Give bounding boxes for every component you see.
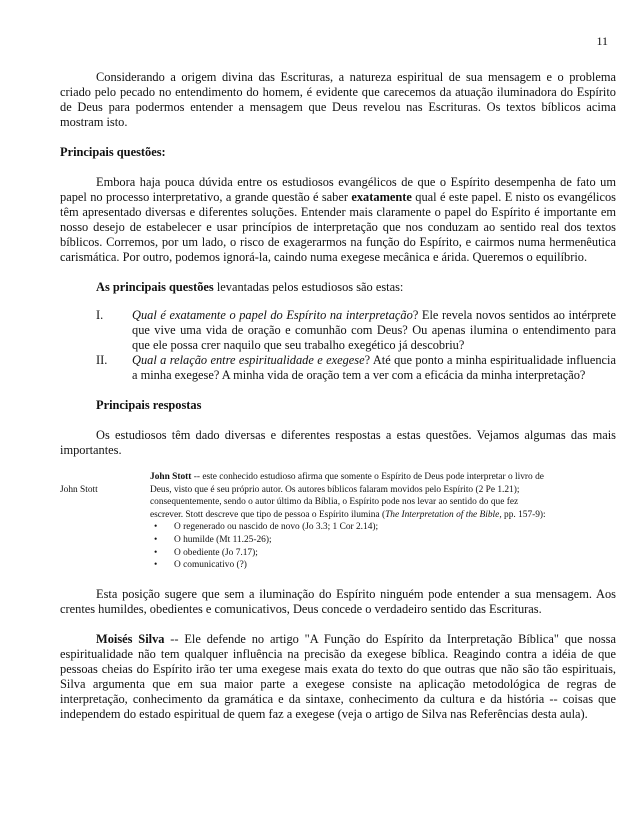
answers-paragraph: Os estudiosos têm dado diversas e diferentes respostas a estas questões. Vejamos algumas das mais importantes. — [60, 428, 616, 457]
page-number: 11 — [596, 34, 608, 48]
list-item: • O regenerado ou nascido de novo (Jo 3.3; 1 Cor 2.14); — [154, 522, 379, 533]
page-content — [60, 70, 616, 722]
silva-name: Moisés Silva — [96, 631, 165, 646]
questions-paragraph: Embora haja pouca dúvida entre os estudiosos evangélicos de que o Espírito desempenha de fato um papel no processo interpretativo, a grande questão é saber exatamente qual é este papel. E nisto os evangélicos têm apresentado diversas e diferentes soluções. Entender mais claramente o papel do Espírito é importante em nosso desejo de estabelecer e usar princípios de interpretação que nos conduzam ao sentido real dos textos bíblicos. Corremos, por um lado, o risco de exagerarmos na função do Espírito, e cairmos numa hermenêutica carismática. Por outro, podemos ignorá-la, caindo numa exegese mecânica e árida. Queremos o equilíbrio. — [60, 175, 616, 264]
heading-principais-respostas: Principais respostas — [96, 398, 202, 412]
note-side-label: John Stott — [60, 485, 98, 495]
stott-note — [60, 471, 616, 572]
list-item: I. Qual é exatamente o papel do Espírito na interpretação? Ele revela novos sentidos ao intérprete que vive uma vida de oração e comunhão com Deus? Ou apenas ilumina o entendimento para que ele possa crer naquilo que seu trabalho exegético já descobriu? — [96, 308, 616, 352]
note-bullets — [150, 521, 546, 571]
bullet-icon: • — [154, 522, 158, 533]
intro-paragraph: Considerando a origem divina das Escrituras, a natureza espiritual de sua mensagem e o problema criado pelo pecado no entendimento do homem, é evidente que carecemos da atuação iluminadora do Espírito de Deus para podermos entender a mensagem que Deus revelou nas Escrituras. Os textos bíblicos acima mostram isto. — [60, 70, 616, 129]
note-body: John Stott -- este conhecido estudioso afirma que somente o Espírito de Deus pode interpretar o livro de Deus, visto que é seu próprio autor. Os autores bíblicos falaram movidos pelo Espírito (2 Pe 1.21); consequentemente, sendo o autor último da Bíblia, o Espírito pode nos levar ao sentido do que fez escrever. Stott descreve que tipo de pessoa o Espírito ilumina (The Interpretation of the Bible, pp. 157-9): • O regenerado ou nascido de novo (Jo 3.3; 1 Cor 2.14); • O humilde (Mt 11.25-26); • O obediente (Jo 7.17); • O comunicativo (?) — [150, 472, 546, 571]
questions-list — [60, 308, 616, 383]
list-item: • O humilde (Mt 11.25-26); — [154, 534, 272, 545]
bullet-icon: • — [154, 547, 158, 558]
list-item: • O obediente (Jo 7.17); — [154, 547, 258, 558]
questions-intro: As principais questões levantadas pelos estudiosos são estas: — [96, 280, 404, 294]
bullet-icon: • — [154, 560, 158, 571]
heading-principais-questoes: Principais questões: — [60, 145, 166, 159]
silva-paragraph: Moisés Silva -- Ele defende no artigo "A Função do Espírito da Interpretação Bíblica" que nossa espiritualidade não tem qualquer influência na precisão da exegese bíblica. Reagindo contra a idéia de que pessoas cheias do Espírito irão ter uma exegese mais exata do texto do que outras que não são tão espirituais, Silva argumenta que em sua maior parte a exegese consiste na aplicação metodológica de regras de interpretação, conhecimento da gramática e da sintaxe, conhecimento da cultura e da história -- coisas que independem do estado espiritual de quem faz a exegese (veja o artigo de Silva nas Referências desta aula). — [60, 631, 616, 721]
bullet-icon: • — [154, 534, 158, 545]
list-item: II. Qual a relação entre espiritualidade e exegese? Até que ponto a minha espiritualidade influencia a minha exegese? A minha vida de oração tem a ver com a eficácia da minha interpretação? — [96, 353, 617, 382]
stott-summary-paragraph: Esta posição sugere que sem a iluminação do Espírito ninguém pode entender a sua mensagem. Aos crentes humildes, obedientes e comunicativos, Deus concede o verdadeiro sentido das Escrituras. — [60, 586, 616, 616]
emphasis-exatamente: exatamente — [351, 190, 412, 204]
list-item: • O comunicativo (?) — [154, 560, 247, 571]
